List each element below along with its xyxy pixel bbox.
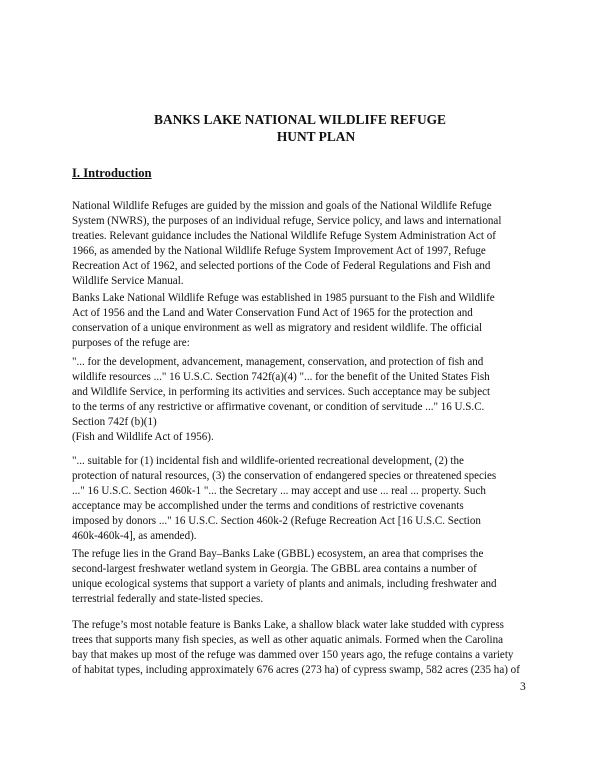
paragraph-refuge-recreation-act-purpose: "... suitable for (1) incidental fish and wildlife-oriented recreational development, (2) the protection of natural resources, (3) the conservation of endangered species or threatened species ..." 16 U.S.C. Section 460k-1 "... the Secretary ... may accept and use ... real ... property. Such acceptance may be accomplished under the terms and conditions of restrictive covenants imposed by donors ..." 16 U.S.C. Section 460k-2 (Refuge Recreation Act [16 U.S.C. Section 460k-460k-4], as amended). xyxy=(72,455,497,542)
section-heading-introduction: I. Introduction xyxy=(72,166,152,180)
page-number: 3 xyxy=(520,681,526,693)
paragraph-refuge-establishment: Banks Lake National Wildlife Refuge was established in 1985 pursuant to the Fish and Wildlife Act of 1956 and the Land and Water Conservation Fund Act of 1965 for the protection and conservation of a unique environment as well as migratory and resident wildlife. The official purposes of the refuge are: xyxy=(72,292,495,349)
document-title-line-2: HUNT PLAN xyxy=(276,129,356,144)
paragraph-banks-lake-feature: The refuge’s most notable feature is Banks Lake, a shallow black water lake studded with cypress trees that supports many fish species, as well as other aquatic animals. Formed when the Carolina bay that makes up most of the refuge was dammed over 150 years ago, the refuge contains a variety of habitat types, including approximately 676 acres (273 ha) of cypress swamp, 582 acres (235 ha) of xyxy=(72,619,520,676)
paragraph-gbbl-ecosystem: The refuge lies in the Grand Bay–Banks Lake (GBBL) ecosystem, an area that comprises the second-largest freshwater wetland system in Georgia. The GBBL area contains a number of unique ecological systems that support a variety of plants and animals, including freshwater and terrestrial federally and state-listed species. xyxy=(72,548,497,605)
paragraph-nwrs-guidance: National Wildlife Refuges are guided by the mission and goals of the National Wildlife Refuge System (NWRS), the purposes of an individual refuge, Service policy, and laws and international treaties. Relevant guidance includes the National Wildlife Refuge System Administration Act of 1966, as amended by the National Wildlife Refuge System Improvement Act of 1997, Refuge Recreation Act of 1962, and selected portions of the Code of Federal Regulations and Fish and Wildlife Service Manual. xyxy=(72,200,502,287)
document-title-line-1: BANKS LAKE NATIONAL WILDLIFE REFUGE xyxy=(154,112,446,127)
paragraph-fish-wildlife-act-purpose: "... for the development, advancement, management, conservation, and protection of fish and wildlife resources ..." 16 U.S.C. Section 742f(a)(4) "... for the benefit of the United States Fish and Wildlife Service, in performing its activities and services. Such acceptance may be subject to the terms of any restrictive or affirmative covenant, or condition of servitude ..." 16 U.S.C. Section 742f (b)(1) (Fish and Wildlife Act of 1956). xyxy=(72,356,491,443)
document-title xyxy=(0,111,600,145)
